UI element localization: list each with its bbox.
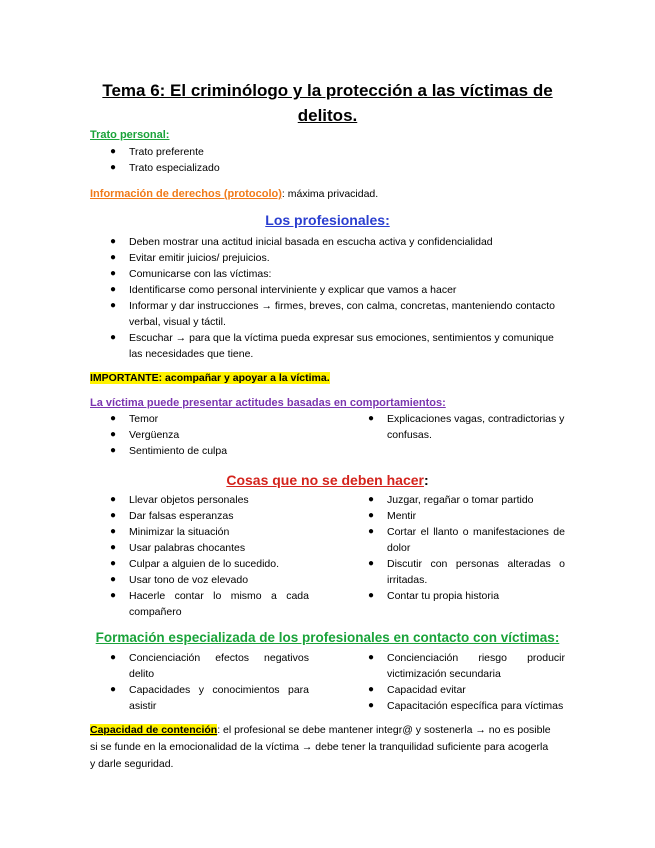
page-title: Tema 6: El criminólogo y la protección a las víctimas de delitos. [102, 81, 553, 125]
list-item: ● Capacidad evitar [368, 684, 466, 696]
list-item: ● Capacitación específica para víctimas [368, 700, 564, 712]
list-item: ● Evitar emitir juicios/ prejuicios. [110, 252, 270, 264]
bullet-icon: ● [110, 146, 117, 157]
list-item: ● Mentir [368, 510, 417, 522]
list-item: ● Informar y dar instrucciones → firmes, breves, con calma, concretas, manteniendo contacto [110, 300, 556, 312]
bullet-icon: ● [110, 494, 117, 505]
bullet-icon: ● [368, 652, 375, 663]
bullet-icon: ● [110, 574, 117, 585]
list-item: ● Juzgar, regañar o tomar partido [368, 494, 534, 506]
bullet-icon: ● [110, 236, 117, 247]
bullet-icon: ● [110, 300, 117, 311]
list-item: ● Hacerle contar lo mismo a cada [110, 590, 309, 602]
bullet-icon: ● [110, 684, 117, 695]
list-item-continuation: confusas. [387, 429, 432, 441]
list-item: ● Escuchar → para que la víctima pueda expresar sus emociones, sentimientos y comunique [110, 332, 554, 344]
list-item: ● Deben mostrar una actitud inicial basada en escucha activa y confidencialidad [110, 236, 493, 248]
bullet-icon: ● [368, 590, 375, 601]
list-item: ● Concienciación riesgo producir [368, 652, 565, 664]
list-item: ● Usar palabras chocantes [110, 542, 246, 554]
informacion-line [90, 186, 378, 202]
bullet-icon: ● [110, 268, 117, 279]
trato-personal-heading: Trato personal: [90, 129, 170, 141]
informacion-text: : máxima privacidad. [281, 188, 379, 200]
bullet-icon: ● [368, 526, 375, 537]
bullet-icon: ● [110, 252, 117, 263]
capacidad-heading: Capacidad de contención [90, 724, 218, 736]
list-item: ● Comunicarse con las víctimas: [110, 268, 272, 280]
bullet-icon: ● [110, 429, 117, 440]
bullet-icon: ● [368, 558, 375, 569]
actitudes-heading: La víctima puede presentar actitudes basadas en comportamientos: [90, 397, 446, 409]
bullet-icon: ● [368, 684, 375, 695]
bullet-icon: ● [368, 700, 375, 711]
list-item-continuation: las necesidades que tiene. [129, 348, 254, 360]
bullet-icon: ● [110, 558, 117, 569]
list-item: ● Identificarse como personal interviniente y explicar que vamos a hacer [110, 284, 457, 296]
list-item-continuation: delito [129, 668, 155, 680]
list-item: ● Usar tono de voz elevado [110, 574, 249, 586]
list-item-continuation: compañero [129, 606, 182, 618]
list-item: ● Minimizar la situación [110, 526, 230, 538]
informacion-heading: Información de derechos (protocolo) [90, 188, 282, 200]
bullet-icon: ● [110, 590, 117, 601]
list-item-continuation: victimización secundaria [387, 668, 501, 680]
formacion-heading: Formación especializada de los profesionales en contacto con víctimas: [95, 630, 560, 645]
list-item: ● Cortar el llanto o manifestaciones de [368, 526, 565, 538]
bullet-icon: ● [110, 542, 117, 553]
list-item: ● Temor [110, 413, 159, 425]
bullet-icon: ● [110, 652, 117, 663]
list-item-continuation: verbal, visual y táctil. [129, 316, 226, 328]
bullet-icon: ● [110, 332, 117, 343]
list-item: ● Dar falsas esperanzas [110, 510, 234, 522]
list-item: ● Capacidades y conocimientos para [110, 684, 309, 696]
list-item: ● Explicaciones vagas, contradictorias y [368, 413, 565, 425]
list-item: ● Sentimiento de culpa [110, 445, 228, 457]
list-item-continuation: irritadas. [387, 574, 428, 586]
list-item: ● Culpar a alguien de lo sucedido. [110, 558, 280, 570]
list-item-continuation: asistir [129, 700, 157, 712]
bullet-icon: ● [110, 445, 117, 456]
list-item: ● Llevar objetos personales [110, 494, 249, 506]
list-item: ● Vergüenza [110, 429, 180, 441]
no-hacer-heading: Cosas que no se deben hacer: [226, 472, 429, 488]
bullet-icon: ● [110, 510, 117, 521]
capacidad-line-2: si se funde en la emocionalidad de la víctima → debe tener la tranquilidad suficiente para acogerla [90, 741, 549, 753]
capacidad-paragraph [90, 722, 565, 773]
list-item: ● Concienciación efectos negativos [110, 652, 309, 664]
bullet-icon: ● [110, 162, 117, 173]
importante-note: IMPORTANTE: acompañar y apoyar a la víctima. [90, 372, 330, 384]
list-item: ● Trato especializado [110, 162, 220, 174]
bullet-icon: ● [110, 284, 117, 295]
bullet-icon: ● [368, 413, 375, 424]
bullet-icon: ● [110, 526, 117, 537]
list-item: ● Discutir con personas alteradas o [368, 558, 565, 570]
capacidad-line-3: y darle seguridad. [90, 758, 174, 770]
bullet-icon: ● [110, 413, 117, 424]
bullet-icon: ● [368, 494, 375, 505]
list-item: ● Contar tu propia historia [368, 590, 500, 602]
list-item: ● Trato preferente [110, 146, 204, 158]
capacidad-line-1: : el profesional se debe mantener integr@ y sostenerla → no es posible [217, 724, 551, 736]
list-item-continuation: dolor [387, 542, 411, 554]
profesionales-heading: Los profesionales: [265, 212, 390, 228]
bullet-icon: ● [368, 510, 375, 521]
